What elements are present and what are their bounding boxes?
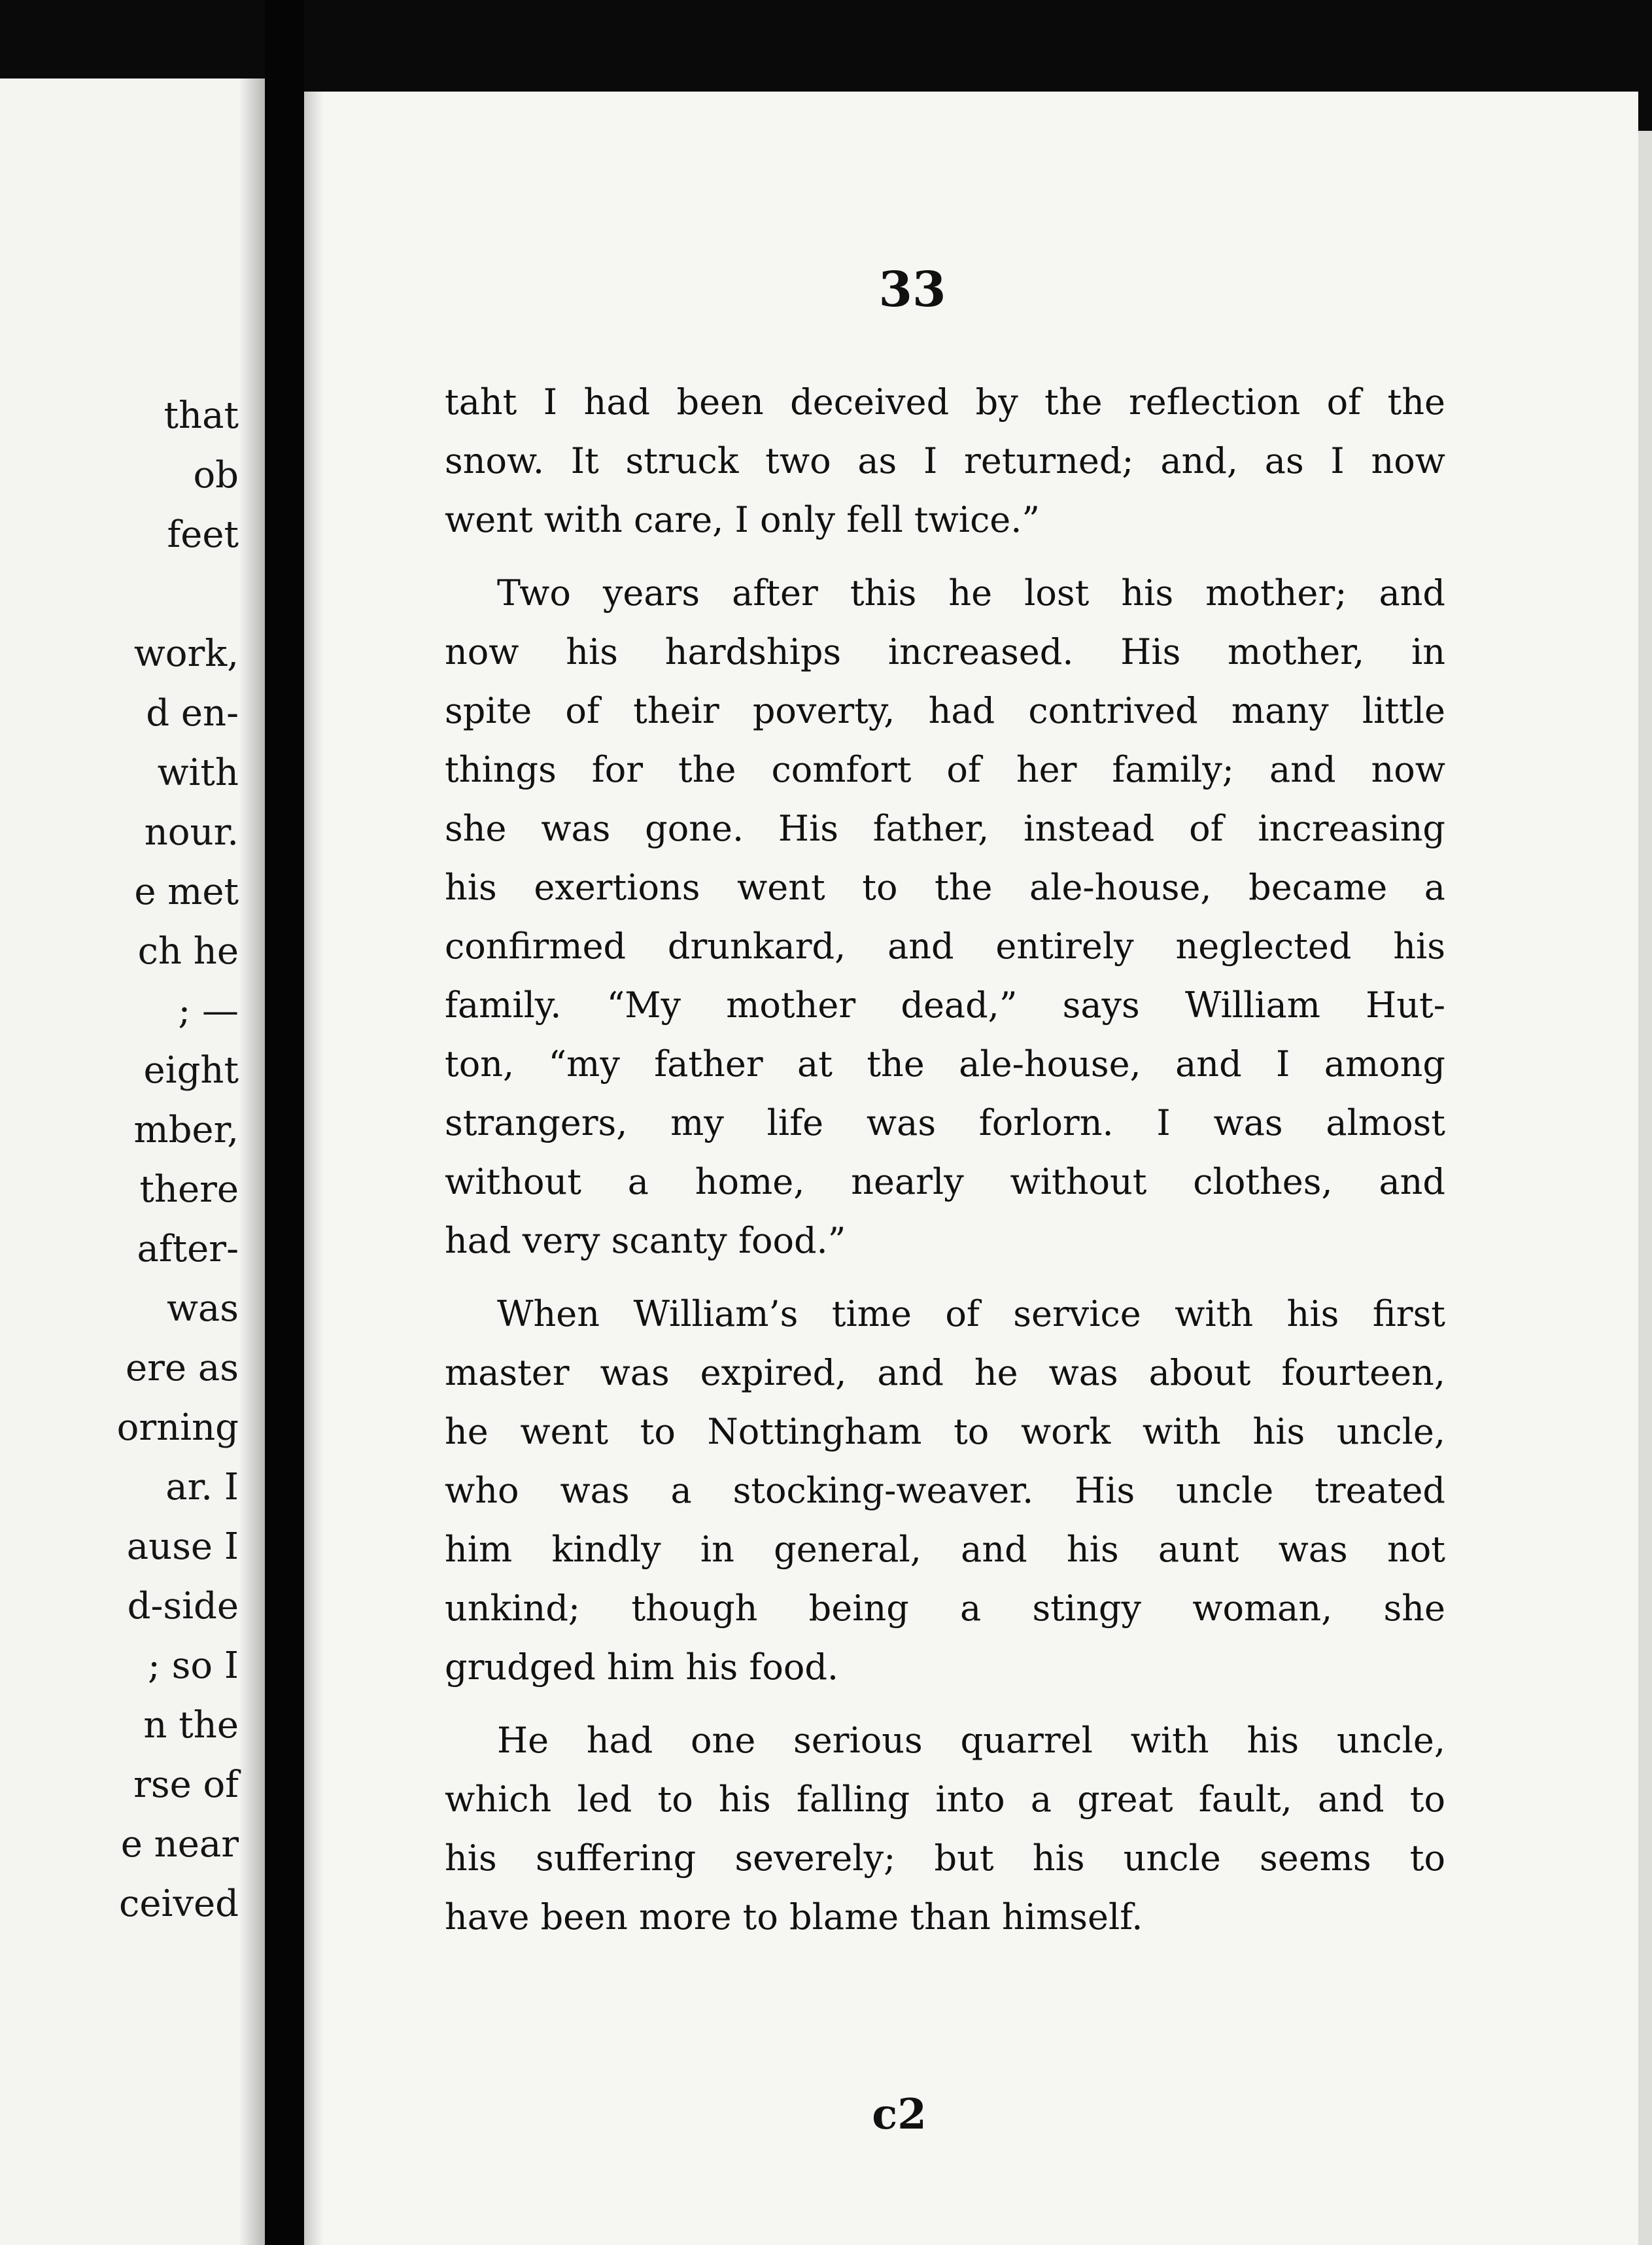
text-line: snow. It struck two as I returned; and, as I now	[445, 440, 1445, 481]
text-line: his exertions went to the ale-house, became a	[445, 867, 1445, 908]
left-line-fragment: ob	[193, 454, 239, 496]
left-line-fragment: was	[166, 1287, 239, 1330]
text-line: grudged him his food.	[445, 1646, 839, 1688]
signature-mark: c2	[872, 2090, 927, 2139]
text-line: family. “My mother dead,” says William Hut-	[445, 984, 1445, 1026]
left-line-fragment: with	[157, 752, 239, 794]
left-line-fragment: orning	[116, 1406, 239, 1449]
left-line-fragment: feet	[167, 513, 239, 556]
left-line-fragment: ar. I	[165, 1466, 239, 1508]
text-line: spite of their poverty, had contrived many little	[445, 690, 1445, 731]
text-line: his suffering severely; but his uncle seems to	[445, 1837, 1445, 1879]
left-line-fragment: that	[163, 394, 239, 437]
left-page-text-fragments	[3, 386, 239, 1934]
left-line-fragment: rse of	[133, 1764, 239, 1806]
text-line: had very scanty food.”	[445, 1220, 846, 1261]
book-spine-gap	[265, 0, 304, 2245]
text-line: confirmed drunkard, and entirely neglected his	[445, 926, 1445, 967]
text-line: which led to his falling into a great fault, and to	[445, 1779, 1445, 1820]
paragraph	[445, 564, 1445, 1270]
page-body-text	[445, 373, 1445, 1961]
right-page	[304, 92, 1638, 2245]
text-line: him kindly in general, and his aunt was not	[445, 1529, 1445, 1570]
text-line: unkind; though being a stingy woman, she	[445, 1588, 1445, 1629]
text-line: went with care, I only fell twice.”	[445, 499, 1041, 540]
left-line-fragment: after-	[137, 1228, 239, 1270]
left-line-fragment: there	[139, 1168, 239, 1211]
text-line: without a home, nearly without clothes, and	[445, 1161, 1445, 1202]
left-line-fragment: ch he	[137, 930, 239, 973]
text-line: master was expired, and he was about fourteen,	[445, 1352, 1445, 1393]
text-line: things for the comfort of her family; and now	[445, 749, 1445, 790]
left-line-fragment: e met	[134, 871, 239, 913]
left-line-fragment: d-side	[127, 1585, 239, 1627]
text-line: ton, “my father at the ale-house, and I among	[445, 1043, 1445, 1085]
text-line: now his hardships increased. His mother, in	[445, 631, 1445, 672]
left-line-fragment: d en-	[146, 692, 239, 735]
left-line-fragment: ceived	[118, 1883, 239, 1925]
left-line-fragment: n the	[143, 1704, 239, 1747]
left-line-fragment: eight	[143, 1049, 239, 1092]
paragraph	[445, 373, 1445, 549]
text-line: Two years after this he lost his mother; and	[497, 572, 1445, 614]
text-line: he went to Nottingham to work with his uncle,	[445, 1411, 1445, 1452]
left-line-fragment: nour.	[144, 811, 239, 854]
left-line-fragment: e near	[120, 1823, 239, 1866]
text-line: strangers, my life was forlorn. I was almost	[445, 1102, 1445, 1143]
text-line: she was gone. His father, instead of increasing	[445, 808, 1445, 849]
left-line-fragment: mber,	[133, 1109, 239, 1151]
text-line: have been more to blame than himself.	[445, 1896, 1143, 1938]
text-line: taht I had been deceived by the reflection of the	[445, 381, 1445, 423]
left-line-fragment: ; —	[178, 990, 239, 1032]
left-gutter-shadow	[239, 78, 265, 2245]
text-line: He had one serious quarrel with his uncle,	[497, 1720, 1445, 1761]
page-number: 33	[878, 262, 946, 318]
right-gutter-shadow	[304, 92, 324, 2245]
left-line-fragment: ause I	[126, 1525, 239, 1568]
page-edge	[1638, 131, 1652, 2245]
left-page	[0, 78, 265, 2245]
paragraph	[445, 1285, 1445, 1697]
paragraph	[445, 1711, 1445, 1947]
left-line-fragment: work,	[133, 633, 239, 675]
left-line-fragment	[3, 565, 239, 624]
text-line: When William’s time of service with his first	[497, 1293, 1445, 1334]
text-line: who was a stocking-weaver. His uncle treated	[445, 1470, 1445, 1511]
left-line-fragment: ere as	[126, 1347, 239, 1389]
left-line-fragment: ; so I	[147, 1645, 239, 1687]
